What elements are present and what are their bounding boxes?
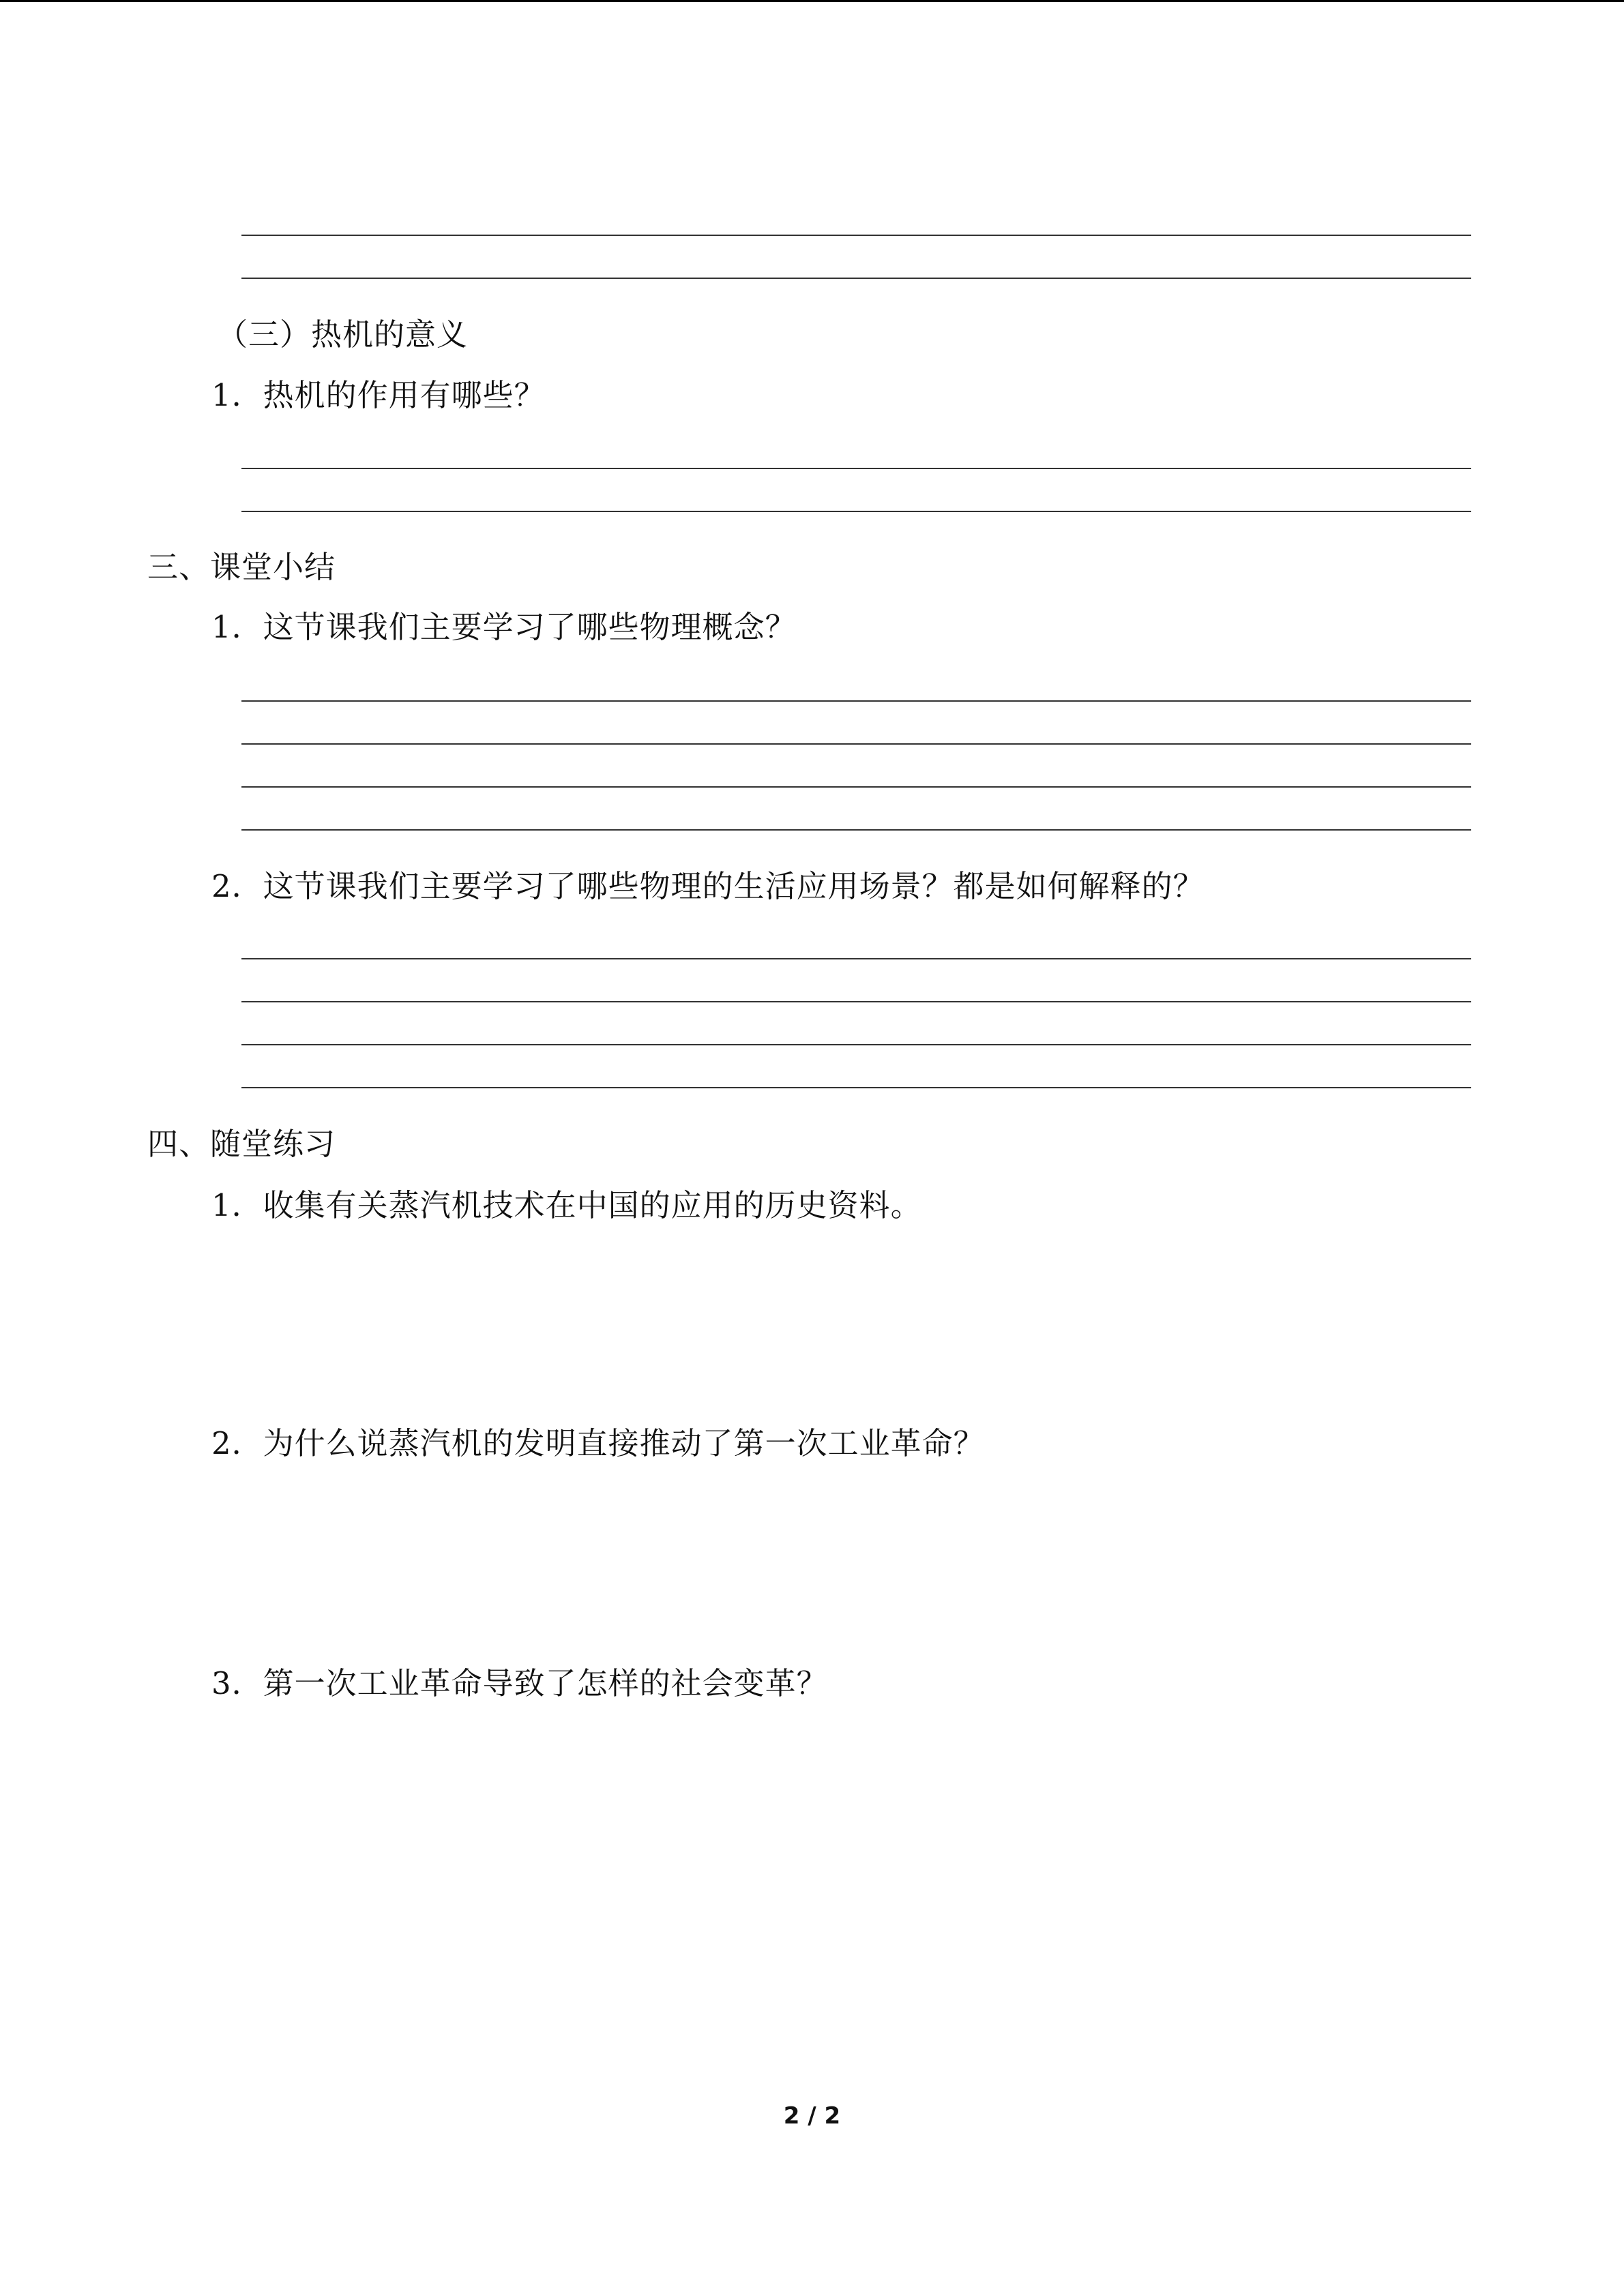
question-life-applications: 2．这节课我们主要学习了哪些物理的生活应用场景？都是如何解释的？ (211, 868, 1205, 904)
answer-line (241, 786, 1471, 788)
answer-line (241, 700, 1471, 702)
section-heading-class-summary: 三、课堂小结 (147, 549, 336, 585)
page-number: 2 / 2 (783, 2102, 841, 2130)
answer-line (241, 511, 1471, 512)
answer-line (241, 235, 1471, 236)
answer-line (241, 1001, 1471, 1002)
answer-line (241, 743, 1471, 745)
answer-line (241, 958, 1471, 959)
answer-line (241, 829, 1471, 831)
practice-question-1: 1．收集有关蒸汽机技术在中国的应用的历史资料。 (211, 1187, 922, 1223)
answer-line (241, 468, 1471, 469)
answer-line (241, 278, 1471, 279)
question-heat-engine-uses: 1．热机的作用有哪些？ (211, 377, 546, 413)
section-heading-practice: 四、随堂练习 (147, 1126, 336, 1162)
question-physics-concepts: 1．这节课我们主要学习了哪些物理概念？ (211, 609, 797, 645)
answer-line (241, 1044, 1471, 1045)
subsection-heading-heat-engine-significance: （三）热机的意义 (217, 316, 469, 353)
answer-line (241, 1087, 1471, 1088)
practice-question-3: 3．第一次工业革命导致了怎样的社会变革？ (211, 1665, 828, 1701)
page-top-border (0, 0, 1624, 2)
practice-question-2: 2．为什么说蒸汽机的发明直接推动了第一次工业革命？ (211, 1425, 985, 1461)
